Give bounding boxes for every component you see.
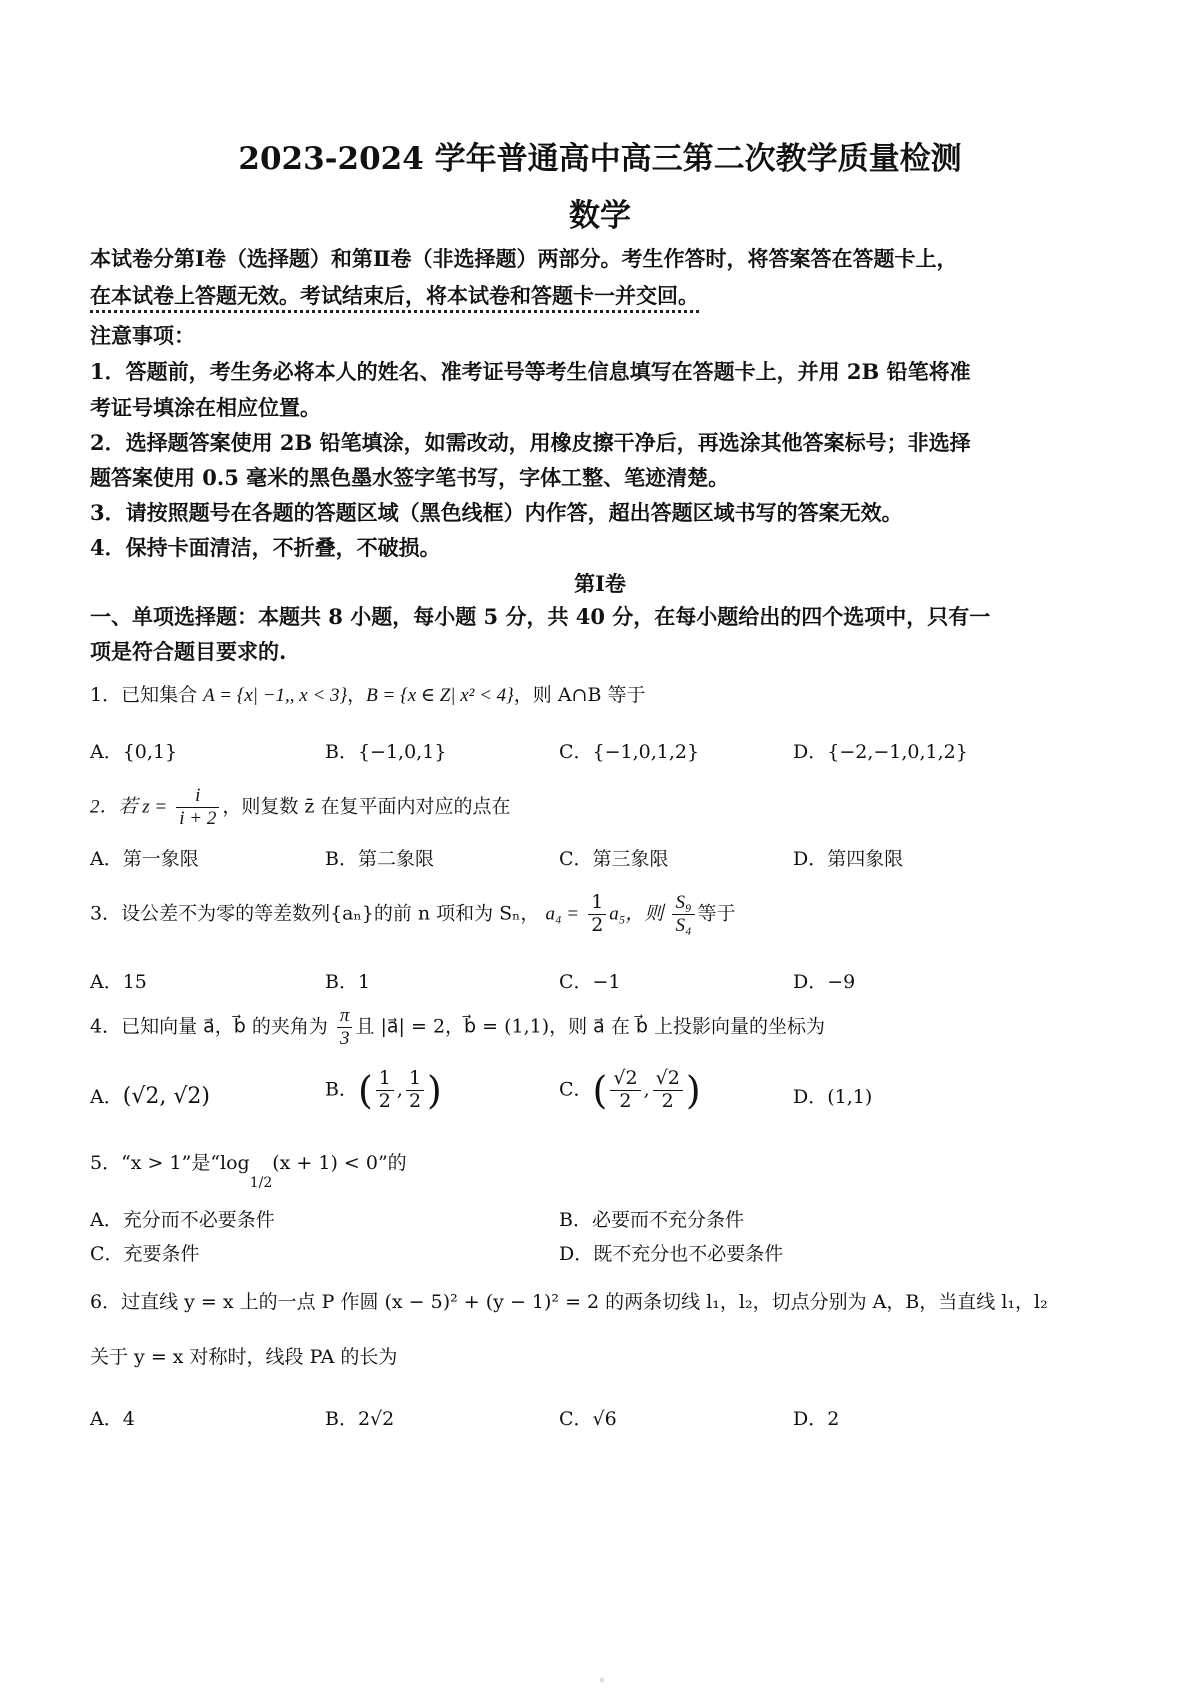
q4-option-a-label: A． bbox=[90, 1086, 123, 1108]
q4-option-b: B．( $\frac{1}{2}$ , $\frac{1}{2}$ ) bbox=[325, 1067, 442, 1113]
q1-sep: ， bbox=[347, 684, 367, 706]
q4-option-d: D．(1,1) bbox=[793, 1086, 873, 1108]
question-5-stem bbox=[90, 1148, 407, 1191]
q6-option-b: B．2√2 bbox=[325, 1408, 395, 1430]
part1-line-1: 一、单项选择题：本题共 8 小题，每小题 5 分，共 40 分，在每小题给出的四个选项中，只有一 bbox=[90, 604, 991, 629]
exam-title: 2023-2024 学年普通高中高三第二次教学质量检测 bbox=[238, 141, 962, 177]
intro-line-1: 本试卷分第Ⅰ卷（选择题）和第Ⅱ卷（非选择题）两部分。考生作答时，将答案答在答题卡上， bbox=[90, 246, 958, 271]
q5-suffix: (x + 1) < 0”的 bbox=[272, 1152, 407, 1174]
q4-option-b-label: B． bbox=[325, 1078, 358, 1101]
q5-option-c: C．充要条件 bbox=[90, 1243, 200, 1265]
q1-option-d: D．{−2,−1,0,1,2} bbox=[793, 741, 968, 763]
q4-c-n1: √2 bbox=[610, 1068, 640, 1091]
notes-heading: 注意事项： bbox=[90, 323, 195, 348]
q4-angle-num: π bbox=[337, 1005, 353, 1028]
q3-half-den: 2 bbox=[591, 913, 604, 936]
q2-option-c: C．第三象限 bbox=[559, 848, 669, 870]
note-4: 4．保持卡面清洁，不折叠，不破损。 bbox=[90, 535, 441, 560]
q1-option-c: C．{−1,0,1,2} bbox=[559, 741, 700, 763]
part1-line-2: 项是符合题目要求的. bbox=[90, 639, 287, 664]
q6-option-d: D．2 bbox=[793, 1408, 840, 1430]
q4-option-c-label: C． bbox=[559, 1078, 593, 1101]
q1-option-a: A．{0,1} bbox=[90, 741, 178, 763]
note-3: 3．请按照题号在各题的答题区域（黑色线框）内作答，超出答题区域书写的答案无效。 bbox=[90, 500, 903, 525]
q4-angle bbox=[337, 1005, 353, 1050]
intro-line-2 bbox=[90, 280, 699, 310]
q4-angle-den: 3 bbox=[339, 1027, 350, 1049]
q4-suffix: 且 |a⃗| = 2，b⃗ = (1,1)，则 a⃗ 在 b⃗ 上投影向量的坐标为 bbox=[355, 1015, 825, 1038]
q3-option-d: D．−9 bbox=[793, 971, 856, 993]
q1-set-a: A = {x| −1,, x < 3} bbox=[203, 685, 348, 706]
q4-c-frac-2 bbox=[653, 1068, 683, 1113]
question-2-stem bbox=[90, 785, 510, 830]
q3-prefix: 3．设公差不为零的等差数列{aₙ}的前 n 项和为 Sₙ， bbox=[90, 902, 540, 925]
note-2-line-1: 2．选择题答案使用 2B 铅笔填涂，如需改动，用橡皮擦干净后，再选涂其他答案标号；非选择 bbox=[90, 430, 971, 455]
q2-frac-num: i bbox=[176, 785, 219, 808]
q3-a5: a₅，则 bbox=[609, 903, 664, 925]
q6-option-a: A．4 bbox=[90, 1408, 135, 1430]
q3-ratio-num: S₉ bbox=[672, 892, 694, 915]
question-3-stem bbox=[90, 892, 736, 937]
subject-title: 数学 bbox=[569, 198, 631, 234]
question-6-line-2: 关于 y = x 对称时，线段 PA 的长为 bbox=[90, 1346, 398, 1368]
q3-option-c: C．−1 bbox=[559, 971, 621, 993]
q3-ratio-den: S₄ bbox=[675, 914, 692, 936]
note-1-line-2: 考证号填涂在相应位置。 bbox=[90, 395, 321, 420]
q2-option-a: A．第一象限 bbox=[90, 848, 199, 870]
q4-b-d1: 2 bbox=[378, 1089, 391, 1112]
q4-c-d2: 2 bbox=[661, 1089, 674, 1112]
note-2-line-2: 题答案使用 0.5 毫米的黑色墨水签字笔书写，字体工整、笔迹清楚。 bbox=[90, 465, 730, 490]
question-1-stem bbox=[90, 680, 645, 707]
q4-c-n2: √2 bbox=[653, 1068, 683, 1091]
q1-suffix: ，则 A∩B 等于 bbox=[513, 684, 646, 706]
q2-fraction bbox=[176, 785, 219, 830]
footer-mark bbox=[600, 1678, 604, 1682]
q4-option-c: C．( $\frac{√2}{2}$ , $\frac{√2}{2}$ ) bbox=[559, 1067, 701, 1113]
q4-c-frac-1 bbox=[610, 1068, 640, 1113]
q3-half-num: 1 bbox=[588, 892, 606, 915]
q5-log-base: 1/2 bbox=[249, 1175, 273, 1191]
question-4-stem bbox=[90, 1005, 825, 1050]
q4-b-frac-1 bbox=[376, 1068, 394, 1113]
q1-set-b: B = {x ∈ Z| x² < 4} bbox=[366, 685, 514, 706]
q2-suffix: ，则复数 z̄ 在复平面内对应的点在 bbox=[222, 795, 511, 818]
q3-half bbox=[588, 892, 606, 937]
q2-option-b: B．第二象限 bbox=[325, 848, 434, 870]
q4-option-a-value: (√2, √2) bbox=[122, 1084, 210, 1109]
q6-option-c: C．√6 bbox=[559, 1408, 617, 1430]
q1-option-b: B．{−1,0,1} bbox=[325, 741, 447, 763]
q3-a4: a₄ = bbox=[545, 903, 580, 925]
volume-heading: 第Ⅰ卷 bbox=[574, 571, 626, 596]
q5-option-a: A．充分而不必要条件 bbox=[90, 1209, 275, 1231]
q3-option-a: A．15 bbox=[90, 971, 147, 993]
q2-option-d: D．第四象限 bbox=[793, 848, 904, 870]
q3-suffix: 等于 bbox=[697, 902, 736, 925]
q1-prefix: 1．已知集合 bbox=[90, 684, 204, 706]
q4-option-a bbox=[90, 1082, 210, 1109]
q4-b-frac-2 bbox=[406, 1068, 424, 1113]
q4-c-d1: 2 bbox=[619, 1089, 632, 1112]
intro-emphasis: 在本试卷上答题无效。考试结束后，将本试卷和答题卡一并交回。 bbox=[90, 283, 699, 313]
q5-option-d: D．既不充分也不必要条件 bbox=[559, 1243, 784, 1265]
q2-frac-den: i + 2 bbox=[179, 807, 217, 829]
q2-prefix: 2．若 z = bbox=[90, 796, 168, 818]
q5-prefix: 5．“x > 1”是“log bbox=[90, 1152, 250, 1174]
q4-prefix: 4．已知向量 a⃗，b⃗ 的夹角为 bbox=[90, 1015, 328, 1038]
question-6-line-1: 6．过直线 y = x 上的一点 P 作圆 (x − 5)² + (y − 1)² = 2 的两条切线 l₁，l₂，切点分别为 A，B，当直线 l₁，l₂ bbox=[90, 1291, 1048, 1313]
note-1-line-1: 1．答题前，考生务必将本人的姓名、准考证号等考生信息填写在答题卡上，并用 2B 铅笔将准 bbox=[90, 359, 971, 384]
q4-b-n2: 1 bbox=[406, 1068, 424, 1091]
q4-b-d2: 2 bbox=[408, 1089, 422, 1112]
q3-option-b: B．1 bbox=[325, 971, 371, 993]
q3-ratio bbox=[672, 892, 694, 937]
q5-option-b: B．必要而不充分条件 bbox=[559, 1209, 744, 1231]
q4-b-n1: 1 bbox=[376, 1068, 394, 1091]
